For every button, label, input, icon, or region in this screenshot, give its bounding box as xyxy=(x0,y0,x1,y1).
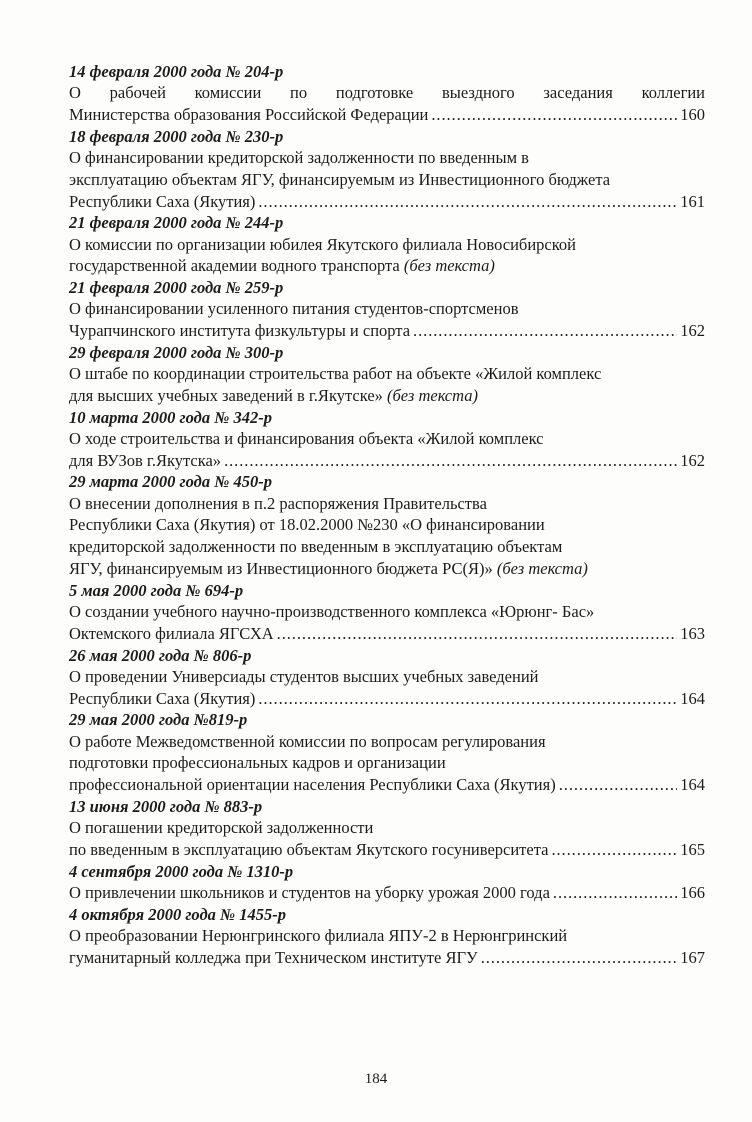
entry-title-text: эксплуатацию объектам ЯГУ, финансируемым из Инвестиционного бюджета xyxy=(69,169,611,189)
entry-heading: 18 февраля 2000 года № 230-р xyxy=(69,126,284,146)
entry-line xyxy=(69,882,705,904)
dot-leader xyxy=(481,947,678,969)
entry-title-text: кредиторской задолженности по введенным в эксплуатацию объектам xyxy=(69,537,563,557)
entry-line xyxy=(69,947,705,969)
entry-heading: 5 мая 2000 года № 694-р xyxy=(69,580,244,600)
entry-heading: 29 февраля 2000 года № 300-р xyxy=(69,342,284,362)
entry-heading: 4 октября 2000 года № 1455-р xyxy=(69,904,286,924)
entry-title-text: О создании учебного научно-производственного комплекса «Юрюнг- Бас» xyxy=(69,602,595,622)
entry-page-number: 160 xyxy=(680,104,705,124)
entry-title-text: ЯГУ, финансируемым из Инвестиционного бюджета РС(Я)» xyxy=(69,559,493,579)
entry-title-text: О рабочей комиссии по подготовке выездного заседания коллегии xyxy=(69,83,705,103)
dot-leader xyxy=(413,320,677,342)
toc-entry xyxy=(69,407,705,472)
entry-line xyxy=(69,666,705,688)
entry-title-text: О проведении Универсиады студентов высших учебных заведений xyxy=(69,666,539,686)
entry-title-text: Республики Саха (Якутия) от 18.02.2000 №230 «О финансировании xyxy=(69,515,545,535)
dot-leader xyxy=(431,104,677,126)
entry-line xyxy=(69,558,705,580)
entry-line xyxy=(69,255,705,277)
entry-line xyxy=(69,752,705,774)
entry-line xyxy=(69,450,705,472)
entry-title-text: для высших учебных заведений в г.Якутске» xyxy=(69,385,383,405)
page-number: 184 xyxy=(364,1071,388,1087)
entry-title-text: О привлечении школьников и студентов на уборку урожая 2000 года xyxy=(69,882,550,902)
entry-heading: 13 июня 2000 года № 883-р xyxy=(69,797,263,816)
dot-leader xyxy=(258,688,677,710)
entry-title-text: Чурапчинского института физкультуры и спорта xyxy=(69,321,411,341)
entry-title-text: Республики Саха (Якутия) xyxy=(69,688,256,708)
entry-line xyxy=(69,774,705,796)
entry-page-number: 163 xyxy=(680,623,705,643)
entry-line xyxy=(69,623,705,645)
entry-title-text: О ходе строительства и финансирования объекта «Жилой комплекс xyxy=(69,428,544,448)
entry-heading: 26 мая 2000 года № 806-р xyxy=(69,645,252,665)
entry-line xyxy=(69,493,705,515)
entry-heading: 4 сентября 2000 года № 1310-р xyxy=(69,861,294,881)
entry-page-number: 166 xyxy=(680,882,705,902)
entry-line xyxy=(69,601,705,623)
entry-heading: 29 мая 2000 года №819-р xyxy=(69,710,248,730)
table-of-contents xyxy=(69,61,705,969)
toc-entry xyxy=(69,61,705,126)
entry-page-number: 164 xyxy=(680,688,705,708)
entry-line xyxy=(69,82,705,104)
toc-entry xyxy=(69,861,705,904)
entry-title-text: по введенным в эксплуатацию объектам Якутского госуниверситета xyxy=(69,839,549,859)
entry-line xyxy=(69,147,705,169)
entry-title-text: подготовки профессиональных кадров и организации xyxy=(69,753,446,773)
entry-title-text: О штабе по координации строительства работ на объекте «Жилой комплекс xyxy=(69,364,602,384)
entry-title-text: О погашении кредиторской задолженности xyxy=(69,818,374,838)
toc-entry xyxy=(69,277,705,342)
entry-line xyxy=(69,385,705,407)
entry-title-text: государственной академии водного транспорта xyxy=(69,256,400,276)
toc-entry xyxy=(69,796,705,861)
entry-heading: 10 марта 2000 года № 342-р xyxy=(69,407,272,427)
entry-note: (без текста) xyxy=(403,256,495,276)
entry-line xyxy=(69,925,705,947)
entry-line xyxy=(69,428,705,450)
entry-heading: 29 марта 2000 года № 450-р xyxy=(69,472,272,492)
toc-entry xyxy=(69,126,705,213)
entry-line xyxy=(69,688,705,710)
entry-title-text: О преобразовании Нерюнгринского филиала ЯПУ-2 в Нерюнгринский xyxy=(69,925,568,945)
entry-title-text: Министерства образования Российской Федерации xyxy=(69,104,429,124)
entry-line xyxy=(69,731,705,753)
entry-line xyxy=(69,363,705,385)
toc-entry xyxy=(69,342,705,407)
dot-leader xyxy=(551,839,677,861)
entry-page-number: 161 xyxy=(680,191,705,211)
toc-entry xyxy=(69,212,705,277)
dot-leader xyxy=(258,191,677,213)
entry-note: (без текста) xyxy=(496,559,588,579)
entry-page-number: 165 xyxy=(680,839,705,859)
entry-title-text: Республики Саха (Якутия) xyxy=(69,191,256,211)
dot-leader xyxy=(277,623,678,645)
entry-page-number: 162 xyxy=(680,321,705,341)
dot-leader xyxy=(224,450,677,472)
entry-line xyxy=(69,839,705,861)
entry-page-number: 162 xyxy=(680,450,705,470)
dot-leader xyxy=(553,882,677,904)
entry-title-text: О работе Межведомственной комиссии по вопросам регулирования xyxy=(69,731,546,751)
entry-title-text: О комиссии по организации юбилея Якутского филиала Новосибирской xyxy=(69,234,576,254)
entry-line xyxy=(69,320,705,342)
entry-line xyxy=(69,298,705,320)
entry-line xyxy=(69,817,705,839)
dot-leader xyxy=(559,774,678,796)
toc-entry xyxy=(69,580,705,645)
entry-page-number: 164 xyxy=(680,775,705,795)
toc-entry xyxy=(69,709,705,796)
entry-title-text: гуманитарный колледжа при Техническом институте ЯГУ xyxy=(69,947,478,967)
entry-title-text: для ВУЗов г.Якутска» xyxy=(69,450,222,470)
toc-entry xyxy=(69,645,705,710)
entry-title-text: О финансировании усиленного питания студентов-спортсменов xyxy=(69,299,519,319)
entry-page-number: 167 xyxy=(680,947,705,967)
entry-heading: 21 февраля 2000 года № 244-р xyxy=(69,213,284,233)
toc-entry xyxy=(69,471,705,579)
entry-line xyxy=(69,514,705,536)
entry-note: (без текста) xyxy=(387,385,478,405)
entry-heading: 14 февраля 2000 года № 204-р xyxy=(69,62,284,81)
entry-line xyxy=(69,104,705,126)
entry-line xyxy=(69,191,705,213)
entry-title-text: О внесении дополнения в п.2 распоряжения Правительства xyxy=(69,493,487,513)
entry-heading: 21 февраля 2000 года № 259-р xyxy=(69,278,284,298)
entry-title-text: Октемского филиала ЯГСХА xyxy=(69,623,274,643)
entry-title-text: О финансировании кредиторской задолженности по введенным в xyxy=(69,147,529,167)
toc-entry xyxy=(69,904,705,969)
entry-line xyxy=(69,536,705,558)
entry-line xyxy=(69,234,705,256)
entry-line xyxy=(69,169,705,191)
entry-title-text: профессиональной ориентации населения Республики Саха (Якутия) xyxy=(69,775,556,795)
